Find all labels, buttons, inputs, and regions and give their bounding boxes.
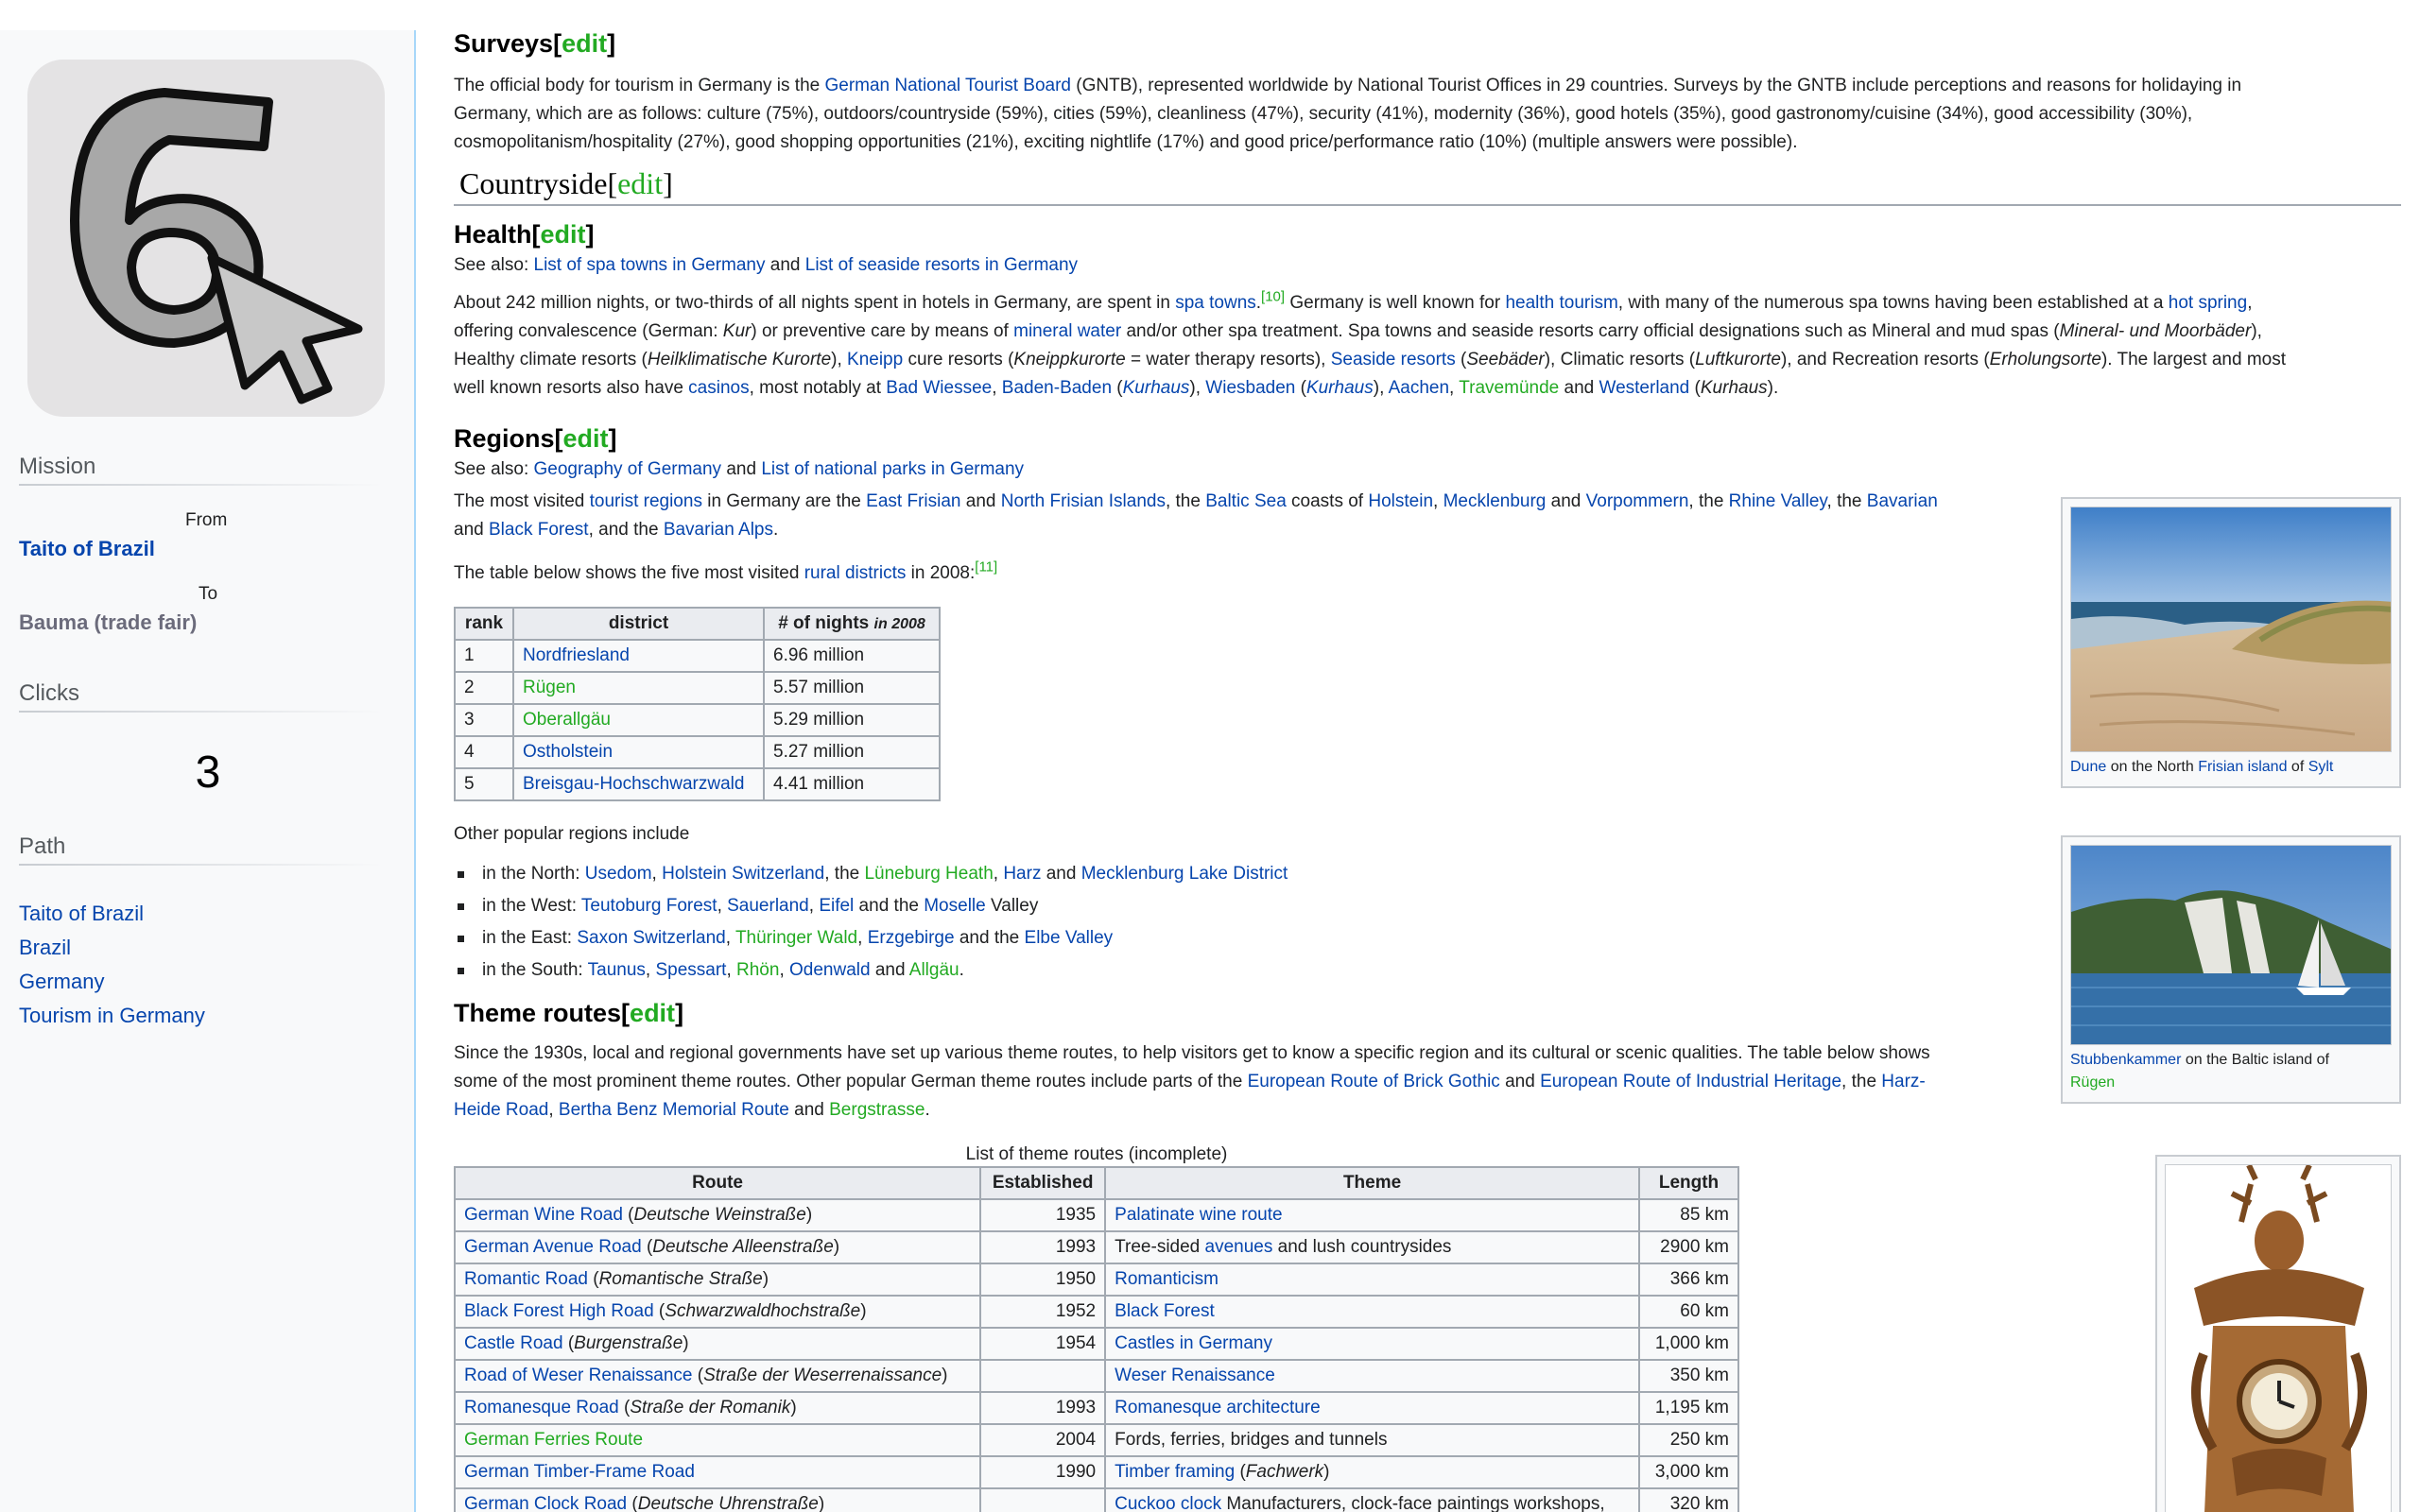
holstein-link[interactable]: Holstein [1368,491,1434,511]
seaside-resorts-list-link[interactable]: List of seaside resorts in Germany [804,255,1079,275]
geography-link[interactable]: Geography of Germany [533,459,722,479]
dune-link[interactable]: Dune [2070,759,2107,775]
district-link[interactable]: Ostholstein [523,742,614,762]
length-cell: 320 km [1639,1488,1738,1512]
table-row [455,768,940,800]
table-row [455,704,940,736]
section-heading-surveys: Surveys[edit] [454,29,616,58]
edit-link[interactable]: edit [562,424,609,453]
health-paragraph: About 242 million nights, or two-thirds of all nights spent in hotels in Germany, are spent in spa towns.[10] Germany is well known for health tourism, with many of the numerous spa towns having been established at a hot spring, offering convalescence (German: Kur) or preventive care by means of mineral water and/or other spa treatment. Spa towns and seaside resorts carry official designations such as Mineral and mud spas (Mineral- und Moorbäder), Healthy climate resorts (Heilklimatische Kurorte), Kneipp cure resorts (Kneippkurorte = water therapy resorts), Seaside resorts (Seebäder), Climatic resorts (Luftkurorte), and Recreation resorts (Erholungsorte). The largest and most well known resorts also have casinos, most notably at Bad Wiessee, Baden-Baden (Kurhaus), Wiesbaden (Kurhaus), Aachen, Travemünde and Westerland (Kurhaus). [454,288,2286,398]
theme-paragraph: Since the 1930s, local and regional governments have set up various theme routes, to help visitors get to know a specific region and its cultural or scenic qualities. The table below shows some of the most prominent theme routes. Other popular German theme routes include parts of the European Route of Brick Gothic and European Route of Industrial Heritage, the Harz- Heide Road, Bertha Benz Memorial Route and Bergstrasse. [454,1043,1930,1120]
usedom-link[interactable]: Usedom [584,864,652,884]
edit-link[interactable]: edit [540,220,586,249]
eifel-link[interactable]: Eifel [819,896,855,916]
nights-cell: 5.29 million [764,704,940,736]
regions-see-also: See also: Geography of Germany and List of national parks in Germany [454,459,1025,479]
theme-link[interactable]: Cuckoo clock [1115,1494,1222,1512]
dune-photo-icon [2071,507,2392,752]
theme-link[interactable]: Palatinate wine route [1115,1205,1283,1225]
saxon-switzerland-link[interactable]: Saxon Switzerland [577,928,726,948]
kurhaus-link[interactable]: Kurhaus [1305,378,1374,398]
thueringer-wald-link[interactable]: Thüringer Wald [735,928,858,948]
table-row [455,672,940,704]
route-link[interactable]: German Timber-Frame Road [464,1462,695,1482]
industrial-heritage-link[interactable]: European Route of Industrial Heritage [1540,1072,1842,1091]
odenwald-link[interactable]: Odenwald [789,960,871,980]
tourist-regions-link[interactable]: tourist regions [589,491,702,511]
health-tourism-link[interactable]: health tourism [1505,293,1618,313]
route-link[interactable]: Road of Weser Renaissance [464,1366,693,1385]
theme-cell: Fords, ferries, bridges and tunnels [1105,1424,1639,1456]
thumbnail-stubbenkammer [2061,835,2401,1104]
route-link[interactable]: Romanesque Road [464,1398,619,1418]
section-heading-health: Health[edit] [454,220,595,249]
seaside-resorts-link[interactable]: Seaside resorts [1330,350,1456,369]
wiesbaden-link[interactable]: Wiesbaden [1205,378,1296,398]
route-link[interactable]: German Avenue Road [464,1237,642,1257]
mission-divider [19,484,383,486]
path-heading: Path [19,833,66,859]
mineral-water-link[interactable]: mineral water [1013,321,1122,341]
bavarian-alps-link[interactable]: Bavarian Alps [663,520,773,540]
table-row: Romanesque Road (Straße der Romanik) 1993 Romanesque architecture 1,195 km [455,1392,1738,1424]
column-header: Route [455,1167,980,1199]
stubbenkammer-image[interactable] [2070,845,2392,1045]
table-row [455,736,940,768]
table-caption: List of theme routes (incomplete) [965,1144,1228,1164]
table-row: German Clock Road (Deutsche Uhrenstraße) Cuckoo clock Manufacturers, clock-face paintings workshops, 320 km [455,1488,1738,1512]
rank-cell: 1 [455,640,513,672]
length-cell: 1,000 km [1639,1328,1738,1360]
theme-link[interactable]: Castles in Germany [1115,1333,1272,1353]
heading-divider [454,204,2401,206]
list-item: in the South: Taunus, Spessart, Rhön, Odenwald and Allgäu. [454,954,1288,987]
established-cell: 1950 [980,1263,1105,1296]
clicks-divider [19,711,383,713]
length-cell: 366 km [1639,1263,1738,1296]
established-cell: 1935 [980,1199,1105,1231]
established-cell [980,1360,1105,1392]
route-link[interactable]: German Clock Road [464,1494,628,1512]
mecklenburg-lake-link[interactable]: Mecklenburg Lake District [1080,864,1288,884]
established-cell: 1952 [980,1296,1105,1328]
table-header-row [455,608,940,640]
health-see-also: See also: List of spa towns in Germany and List of seaside resorts in Germany [454,255,1079,275]
clicks-heading: Clicks [19,680,79,706]
thumbnail-caption: Dune on the North Frisian island of Sylt [2070,759,2334,775]
table-header-row [455,1167,1738,1199]
allgaeu-link[interactable]: Allgäu [908,960,959,980]
taunus-link[interactable]: Taunus [587,960,646,980]
surveys-paragraph: The official body for tourism in Germany is the German National Tourist Board (GNTB), represented worldwide by National Tourist Offices in 29 countries. Surveys by the GNTB include perceptions and reasons for holidaying in Germany, which are as follows: culture (75%), outdoors/countryside (59%), cities (59%), cleanliness (47%), security (41%), modernity (36%), good hotels (35%), good gastronomy/cuisine (34%), good accessibility (30%), cosmopolitanism/hospitality (27%), good shopping opportunities (21%), exciting nightlife (17%) and good price/performance ratio (10%) (multiple answers were possible). [454,76,2242,152]
bad-wiessee-link[interactable]: Bad Wiessee [886,378,993,398]
teutoburg-link[interactable]: Teutoburg Forest [580,896,717,916]
rural-districts-link[interactable]: rural districts [804,563,907,583]
length-cell: 250 km [1639,1424,1738,1456]
rank-cell: 2 [455,672,513,704]
stubbenkammer-link[interactable]: Stubbenkammer [2070,1052,2182,1068]
dune-image[interactable] [2070,507,2392,752]
established-cell: 1954 [980,1328,1105,1360]
holstein-switzerland-link[interactable]: Holstein Switzerland [662,864,825,884]
ref-11[interactable]: [11] [975,558,998,576]
theme-link[interactable]: Black Forest [1115,1301,1215,1321]
theme-link[interactable]: Romanesque architecture [1115,1398,1321,1418]
six-cursor-logo-icon [27,60,385,417]
article-content [454,0,2401,1512]
harz-link[interactable]: Harz [1003,864,1042,884]
clicks-count: 3 [195,747,221,798]
length-cell: 2900 km [1639,1231,1738,1263]
cliff-photo-icon [2071,846,2392,1045]
route-link[interactable]: Castle Road [464,1333,563,1353]
table-row: Road of Weser Renaissance (Straße der Weserrenaissance) Weser Renaissance 350 km [455,1360,1738,1392]
mission-heading: Mission [19,454,96,479]
spa-towns-list-link[interactable]: List of spa towns in Germany [533,255,766,275]
erzgebirge-link[interactable]: Erzgebirge [867,928,955,948]
section-heading-regions: Regions[edit] [454,424,617,453]
table-row: German Avenue Road (Deutsche Alleenstraße) 1993 Tree-sided avenues and lush countrysides 2900 km [455,1231,1738,1263]
other-regions-intro: Other popular regions include [454,824,690,844]
length-cell: 3,000 km [1639,1456,1738,1488]
theme-link[interactable]: avenues [1204,1237,1273,1257]
cuckoo-clock-icon [2166,1165,2392,1512]
section-heading-countryside: Countryside[edit] [459,166,673,200]
established-cell: 1993 [980,1392,1105,1424]
app-logo [27,60,385,417]
cuckoo-clock-image[interactable] [2165,1164,2392,1512]
table-row [455,640,940,672]
gntb-link[interactable]: German National Tourist Board [824,76,1071,95]
path-item[interactable]: Taito of Brazil [19,902,145,925]
table-row: German Timber-Frame Road 1990 Timber framing (Fachwerk) 3,000 km [455,1456,1738,1488]
route-link[interactable]: German Wine Road [464,1205,623,1225]
length-cell: 1,195 km [1639,1392,1738,1424]
table-row: Black Forest High Road (Schwarzwaldhochstraße) 1952 Black Forest 60 km [455,1296,1738,1328]
table-row: Castle Road (Burgenstraße) 1954 Castles in Germany 1,000 km [455,1328,1738,1360]
column-header: Established [980,1167,1105,1199]
theme-link[interactable]: Weser Renaissance [1115,1366,1275,1385]
edit-link[interactable]: edit [617,166,664,200]
thumbnail-caption: Stubbenkammer on the Baltic island of Rügen [2070,1052,2329,1091]
thumbnail-cuckoo-clock [2155,1155,2401,1512]
path-item[interactable]: Germany [19,970,105,993]
baltic-sea-link[interactable]: Baltic Sea [1205,491,1287,511]
westerland-link[interactable]: Westerland [1599,378,1690,398]
column-header: Theme [1105,1167,1639,1199]
column-header: district [513,608,764,640]
brick-gothic-link[interactable]: European Route of Brick Gothic [1247,1072,1500,1091]
theme-link[interactable]: Timber framing [1115,1462,1236,1482]
sidebar [0,30,416,1512]
list-item: in the East: Saxon Switzerland, Thüringer Wald, Erzgebirge and the Elbe Valley [454,922,1288,954]
list-item: in the North: Usedom, Holstein Switzerland, the Lüneburg Heath, Harz and Mecklenburg Lake District [454,858,1288,890]
harz-heide-link[interactable]: Harz- [1881,1072,1926,1091]
edit-link[interactable]: edit [562,29,608,58]
path-item[interactable]: Tourism in Germany [19,1004,205,1027]
regions-list [454,858,1288,987]
nights-cell: 6.96 million [764,640,940,672]
district-link[interactable]: Rügen [523,678,576,697]
sylt-link[interactable]: Sylt [2308,759,2334,775]
travemuende-link[interactable]: Travemünde [1459,378,1560,398]
ref-10[interactable]: [10] [1261,288,1286,305]
length-cell: 350 km [1639,1360,1738,1392]
length-cell: 85 km [1639,1199,1738,1231]
baden-baden-link[interactable]: Baden-Baden [1001,378,1113,398]
nights-cell: 5.27 million [764,736,940,768]
thumbnail-dune [2061,497,2401,788]
harz-heide-link[interactable]: Heide Road [454,1100,549,1120]
theme-routes-table [454,1166,1739,1512]
regions-paragraph: The most visited tourist regions in Germany are the East Frisian and North Frisian Islands, the Baltic Sea coasts of Holstein, Mecklenburg and Vorpommern, the Rhine Valley, the Bavarian and Black Forest, and the Bavarian Alps. [454,491,1938,540]
national-parks-link[interactable]: List of national parks in Germany [761,459,1025,479]
column-header: # of nights in 2008 [764,608,940,640]
ruegen-link[interactable]: Rügen [2070,1074,2116,1091]
established-cell: 1993 [980,1231,1105,1263]
rhine-valley-link[interactable]: Rhine Valley [1728,491,1827,511]
section-heading-theme-routes: Theme routes[edit] [454,999,684,1027]
casinos-link[interactable]: casinos [688,378,750,398]
hot-spring-link[interactable]: hot spring [2168,293,2248,313]
sauerland-link[interactable]: Sauerland [727,896,809,916]
to-label: To [199,584,218,604]
bergstrasse-link[interactable]: Bergstrasse [829,1100,925,1120]
from-article-link[interactable]: Taito of Brazil [19,537,155,560]
spessart-link[interactable]: Spessart [655,960,727,980]
district-link[interactable]: Oberallgäu [523,710,611,730]
vorpommern-link[interactable]: Vorpommern [1585,491,1689,511]
moselle-link[interactable]: Moselle [924,896,986,916]
established-cell: 1990 [980,1456,1105,1488]
rank-cell: 4 [455,736,513,768]
nights-cell: 4.41 million [764,768,940,800]
districts-table [454,607,941,801]
kurhaus-link[interactable]: Kurhaus [1122,378,1190,398]
rank-cell: 3 [455,704,513,736]
north-frisian-link[interactable]: North Frisian Islands [1000,491,1166,511]
from-label: From [185,510,228,530]
column-header: Length [1639,1167,1738,1199]
table-row: Romantic Road (Romantische Straße) 1950 Romanticism 366 km [455,1263,1738,1296]
column-header: rank [455,608,513,640]
theme-link[interactable]: Romanticism [1115,1269,1219,1289]
bavarian-link[interactable]: Bavarian [1866,491,1938,511]
table-row [455,1424,1738,1456]
length-cell: 60 km [1639,1296,1738,1328]
path-item[interactable]: Brazil [19,936,72,959]
elbe-valley-link[interactable]: Elbe Valley [1024,928,1114,948]
districts-intro: The table below shows the five most visited rural districts in 2008:[11] [454,558,998,583]
nights-cell: 5.57 million [764,672,940,704]
kneipp-link[interactable]: Kneipp [847,350,904,369]
aachen-link[interactable]: Aachen [1388,378,1450,398]
district-link[interactable]: Nordfriesland [523,645,630,665]
black-forest-link[interactable]: Black Forest [488,520,589,540]
edit-link[interactable]: edit [630,999,676,1027]
east-frisian-link[interactable]: East Frisian [866,491,961,511]
district-link[interactable]: Breisgau-Hochschwarzwald [523,774,745,794]
established-cell: 2004 [980,1424,1105,1456]
spa-towns-link[interactable]: spa towns [1175,293,1256,313]
list-item: in the West: Teutoburg Forest, Sauerland, Eifel and the Moselle Valley [454,890,1288,922]
to-article-link[interactable]: Bauma (trade fair) [19,610,198,634]
route-link[interactable]: Black Forest High Road [464,1301,654,1321]
frisian-island-link[interactable]: Frisian island [2198,759,2288,775]
mecklenburg-link[interactable]: Mecklenburg [1443,491,1547,511]
rank-cell: 5 [455,768,513,800]
table-row: German Wine Road (Deutsche Weinstraße) 1935 Palatinate wine route 85 km [455,1199,1738,1231]
path-divider [19,864,383,866]
bertha-benz-link[interactable]: Bertha Benz Memorial Route [558,1100,789,1120]
established-cell [980,1488,1105,1512]
route-link[interactable]: Romantic Road [464,1269,588,1289]
route-link[interactable]: German Ferries Route [464,1430,644,1450]
lueneburg-heath-link[interactable]: Lüneburg Heath [864,864,994,884]
rhoen-link[interactable]: Rhön [736,960,780,980]
